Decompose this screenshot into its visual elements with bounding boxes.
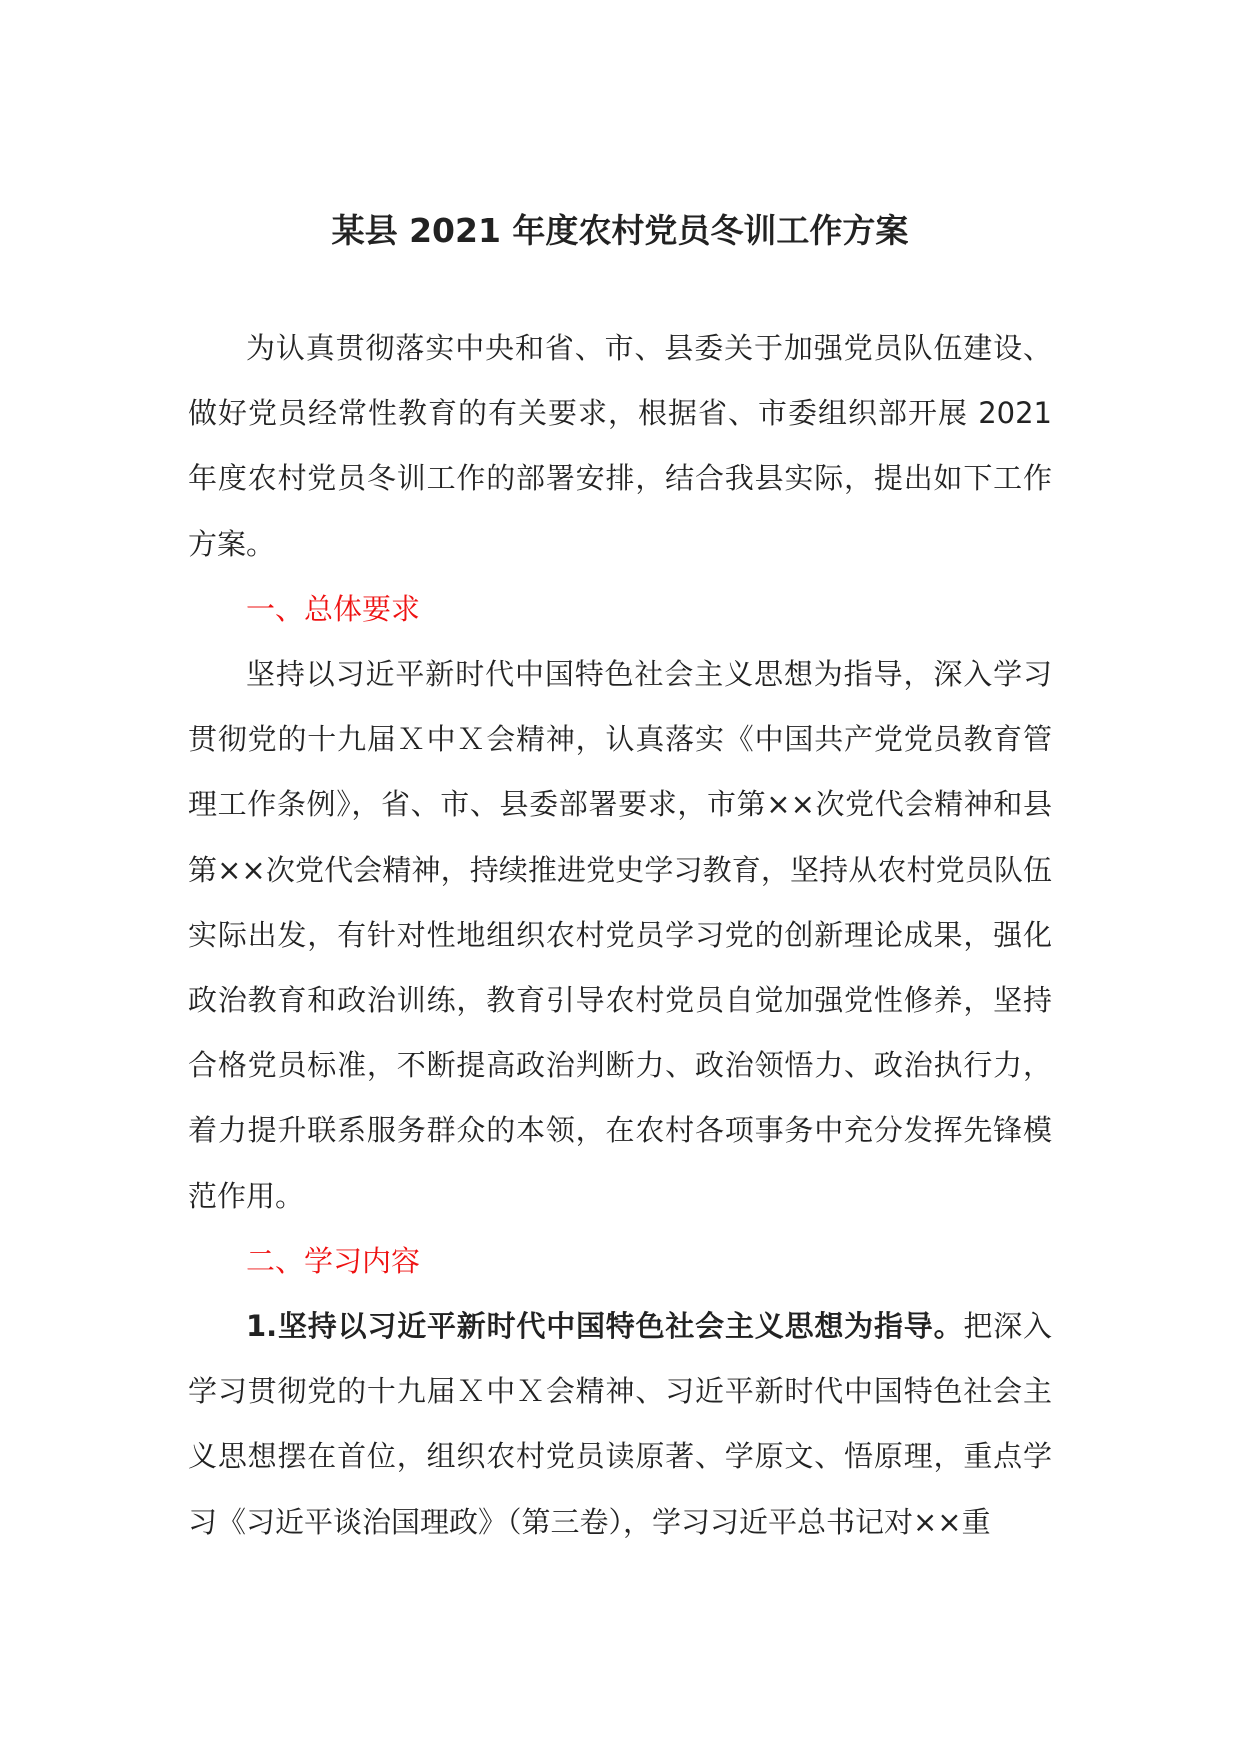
learning-item-1-lead: 1.坚持以习近平新时代中国特色社会主义思想为指导。: [246, 1309, 964, 1344]
learning-item-1-body: 把深入学习贯彻党的十九届Ｘ中Ｘ会精神、习近平新时代中国特色社会主义思想摆在首位，组织农村党员读原著、学原文、悟原理，重点学习《习近平谈治国理政》（第三卷），学习习近平总书记对××重: [188, 1309, 1052, 1539]
document-title: 某县 2021 年度农村党员冬训工作方案: [331, 211, 909, 250]
section-heading-general-requirements: 一、总体要求: [246, 591, 421, 626]
document-page: [188, 196, 1052, 1555]
section-heading-learning-content: 二、学习内容: [246, 1243, 421, 1278]
learning-item-1: [188, 1294, 1052, 1555]
section-body-general-requirements: 坚持以习近平新时代中国特色社会主义思想为指导，深入学习贯彻党的十九届Ｘ中Ｘ会精神，认真落实《中国共产党党员教育管理工作条例》，省、市、县委部署要求，市第××次党代会精神和县第××次党代会精神，持续推进党史学习教育，坚持从农村党员队伍实际出发，有针对性地组织农村党员学习党的创新理论成果，强化政治教育和政治训练，教育引导农村党员自觉加强党性修养，坚持合格党员标准，不断提高政治判断力、政治领悟力、政治执行力，着力提升联系服务群众的本领，在农村各项事务中充分发挥先锋模范作用。: [188, 657, 1052, 1213]
intro-paragraph: 为认真贯彻落实中央和省、市、县委关于加强党员队伍建设、做好党员经常性教育的有关要求，根据省、市委组织部开展 2021 年度农村党员冬训工作的部署安排，结合我县实际，提出如下工作方案。: [188, 331, 1052, 561]
